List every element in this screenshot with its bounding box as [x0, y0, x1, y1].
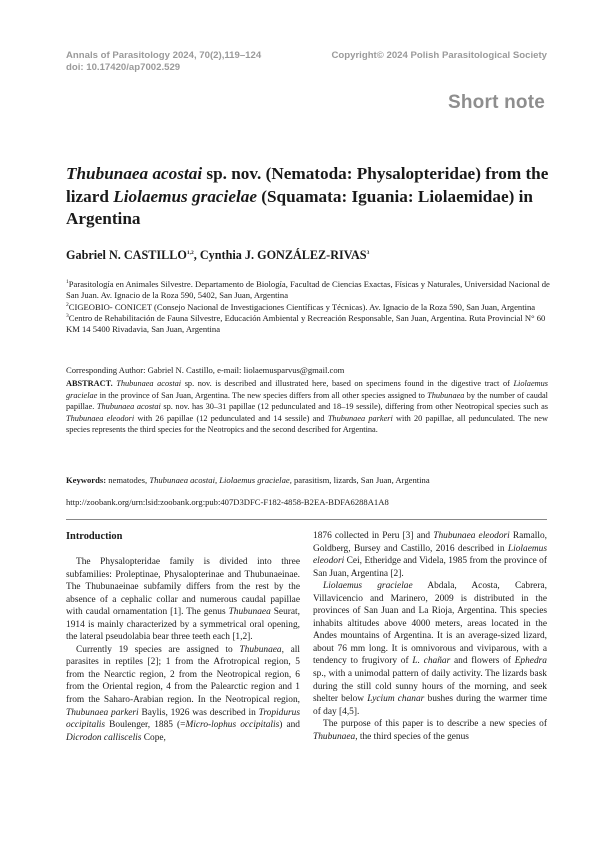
keyword-taxon: Thubunaea acostai — [149, 475, 215, 485]
column-left — [66, 530, 300, 744]
title-text-2: (Squamata: Iguania: Liolaemidae) in Argentina — [66, 186, 533, 228]
affiliation-2-mark: 2 — [66, 301, 69, 308]
text-run: , the third species of the genus — [355, 731, 469, 742]
author-list — [66, 248, 369, 263]
taxon: Thubunaea — [239, 644, 282, 655]
intro-paragraph-4 — [313, 718, 547, 743]
abstract-taxon: Liolaemus gracielae — [66, 379, 549, 400]
abstract-text: in the province of San Juan, Argentina. The new species differs from all other species assigned to — [97, 390, 428, 400]
abstract-text: sp. nov. is described and illustrated here, based on specimens found in the digestive tract of — [181, 379, 514, 388]
copyright-notice: Copyright© 2024 Polish Parasitological Society — [331, 50, 547, 61]
text-run: Cope, — [141, 732, 166, 743]
abstract-text: by the number of caudal papillae. — [66, 390, 548, 411]
section-heading-introduction: Introduction — [66, 531, 123, 542]
abstract-label: ABSTRACT. — [66, 379, 113, 388]
taxon: Thubunaea — [313, 731, 356, 742]
intro-paragraph-2-continued — [313, 530, 547, 580]
taxon: Thubunaea parkeri — [66, 707, 139, 718]
journal-header — [66, 50, 261, 74]
affiliations — [66, 279, 551, 335]
corresponding-author: Corresponding Author: Gabriel N. Castillo, e-mail: liolaemusparvus@gmail.com — [66, 365, 345, 375]
text-run: Abdala, Acosta, Cabrera, Villavicencio and Marinero, 2009 is distributed in the provinces of San Juan and La Rioja, Argentina. This species inhabits altitudes above 4000 meters, areas located in the Andes mountains of Argentina. It is an average-sized lizard, about 76 mm long. It is omnivorous and viviparous, with a tendency to frugivory of — [313, 581, 547, 667]
affiliation-2-text: CIGEOBIO- CONICET (Consejo Nacional de Investigaciones Científicas y Técnicas). Av. Ignacio de la Roza 590, San Juan, Argentina — [68, 301, 536, 312]
abstract-taxon: Thubunaea eleodori — [66, 413, 135, 423]
keyword-text: , — [214, 475, 220, 485]
author-2-affil: 3 — [366, 249, 370, 256]
title-taxon-2: Liolaemus gracielae — [113, 186, 257, 206]
abstract-taxon: Thubunaea — [427, 390, 465, 400]
text-run: and flowers of — [450, 656, 515, 667]
text-run: sp., with a unimodal pattern of daily activity. The lizards bask during the still cold sunny hours of the morning, and seek shelter below — [313, 669, 547, 705]
article-title — [66, 163, 556, 231]
abstract-taxon: Thubunaea acostai — [96, 402, 161, 411]
affiliation-1-text: Parasitología en Animales Silvestre. Departamento de Biología, Facultad de Ciencias Exactas, Físicas y Naturales, Universidad Nacional de San Juan. Av. Ignacio de la Roza 590, 5402, San Juan, Argentina — [66, 279, 550, 301]
abstract-text: with 26 papillae (12 pedunculated and 14 sessile) and — [134, 413, 328, 423]
text-run: Cei, Etheridge and Videla, 1985 from the province of San Juan, Argentina [2]. — [313, 556, 547, 579]
affiliation-2 — [66, 302, 551, 313]
title-text-1: sp. nov. (Nematoda: Physalopteridae) from the lizard — [66, 164, 549, 206]
zoobank-link[interactable]: http://zoobank.org/urn:lsid:zoobank.org:pub:407D3DFC-F182-4858-B2EA-BDFA6288A1A8 — [66, 497, 389, 507]
text-run: The purpose of this paper is to describe a new species of — [323, 719, 547, 730]
divider — [66, 519, 547, 520]
column-right — [313, 530, 547, 743]
taxon: Liolaemus gracielae — [323, 581, 413, 592]
affiliation-1-mark: 1 — [66, 279, 69, 286]
intro-paragraph-1 — [66, 556, 300, 644]
abstract-taxon: Thubunaea acostai — [116, 379, 182, 388]
affiliation-3-text: Centro de Rehabilitación de Fauna Silvestre, Educación Ambiental y Recreación Responsable, San Juan, Argentina. Ruta Provincial N° 60 KM 14 5400 Rivadavia, San Juan, Argentina — [66, 312, 546, 335]
author-2: Cynthia J. GONZÁLEZ-RIVAS — [199, 248, 367, 262]
title-taxon-1: Thubunaea acostai — [66, 164, 203, 183]
taxon: Liolaemus eleodori — [313, 543, 547, 567]
doi: doi: 10.17420/ap7002.529 — [66, 62, 181, 73]
keywords-label: Keywords: — [66, 475, 107, 485]
text-run: Seurat, 1914 is mainly characterized by a symmetrical oral opening, the lateral pseudolabia bear three teeth each [1,2]. — [66, 607, 300, 643]
intro-paragraph-3 — [313, 580, 547, 718]
abstract — [66, 378, 548, 436]
text-run: Boulenger, 1885 (= — [105, 720, 186, 731]
text-run: ) and — [279, 720, 300, 731]
affiliation-1 — [66, 279, 551, 302]
abstract-text: with 20 papillae, all pedunculated. The new species represents the third species for the Neotropics and the second described for Argentina. — [66, 413, 548, 434]
intro-paragraph-2 — [66, 644, 300, 744]
taxon: Tropidurus occipitalis — [66, 707, 300, 731]
taxon: Dicrodon calliscelis — [66, 732, 142, 743]
journal-citation: Annals of Parasitology 2024, 70(2),119–124 — [66, 50, 262, 61]
taxon: Lycium chanar — [367, 694, 425, 705]
text-run: bushes during the warmer time of day [4,5]. — [313, 694, 547, 717]
affiliation-3 — [66, 313, 551, 336]
taxon: Micro-lophus occipitalis — [185, 720, 280, 731]
text-run: The Physalopteridae family is divided into three subfamilies: Proleptinae, Physalopterinae and Thubunaeinae. The Thubunaeinae subfamily differs from the rest by the absence of a cephalic collar and numerous caudal papillae with caudal ornamentation [1]. The genus — [66, 557, 300, 618]
text-run: Baylis, 1926 was described in — [138, 707, 259, 718]
keyword-text: , parasitism, lizards, San Juan, Argentina — [289, 475, 430, 485]
keywords — [66, 475, 430, 485]
author-1: Gabriel N. CASTILLO — [66, 248, 187, 262]
keyword-taxon: Liolaemus gracielae — [219, 475, 290, 485]
author-1-affil: 1,2 — [186, 249, 194, 256]
taxon: Thubunaea eleodori — [433, 531, 510, 541]
abstract-taxon: Thubunaea parkeri — [327, 413, 393, 423]
taxon: L. chañar — [412, 656, 451, 667]
keyword-text: nematodes, — [106, 475, 150, 485]
abstract-text: sp. nov. has 30–31 papillae (12 pedunculated and 18–19 sessile), differing from other Neotropical species such as — [160, 402, 548, 411]
author-separator: , — [193, 248, 200, 262]
text-run: 1876 collected in Peru [3] and — [313, 531, 434, 541]
taxon: Ephedra — [514, 656, 547, 667]
taxon: Thubunaea — [228, 607, 271, 618]
article-type-label: Short note — [448, 92, 545, 113]
text-run: Ramallo, Goldberg, Bursey and Castillo, 2016 described in — [313, 531, 548, 554]
text-run: Currently 19 species are assigned to — [76, 644, 240, 655]
text-run: , all parasites in reptiles [2]; 1 from the Afrotropical region, 5 from the Nearctic region, 2 from the Neotropical region, 6 from the Oriental region, 4 from the Palearctic region and 1 from the Saharo-Arabian region. In the Neotropical region, — [66, 644, 300, 706]
affiliation-3-mark: 3 — [66, 313, 69, 320]
